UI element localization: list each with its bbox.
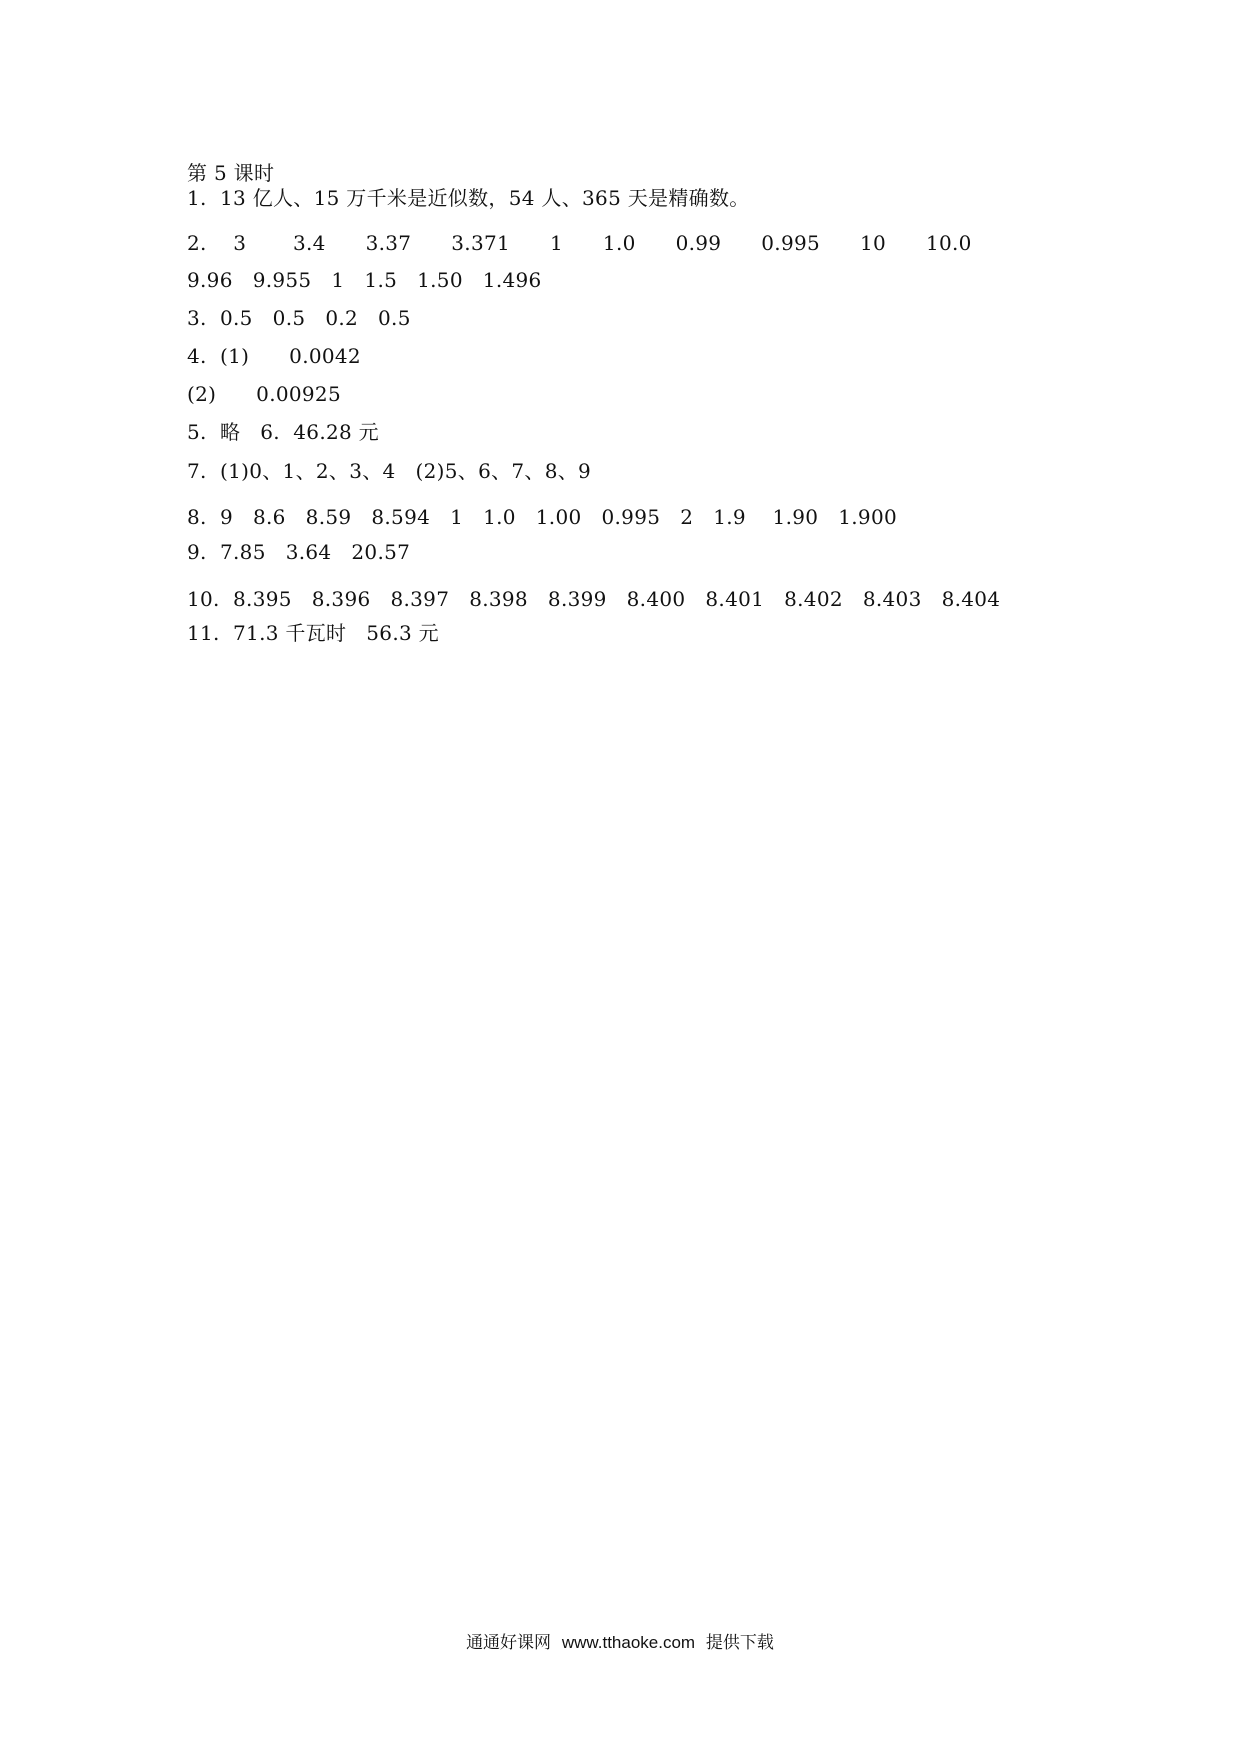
answer-line-3: 3. 0.5 0.5 0.2 0.5 (187, 306, 411, 330)
answer-line-10: 10. 8.395 8.396 8.397 8.398 8.399 8.400 8.401 8.402 8.403 8.404 (187, 587, 1001, 611)
lesson-title: 第 5 课时 (187, 161, 275, 185)
answer-line-7: 7. (1)0、1、2、3、4 (2)5、6、7、8、9 (187, 459, 592, 483)
answer-line-11: 11. 71.3 千瓦时 56.3 元 (187, 621, 439, 645)
footer-suffix: 提供下载 (705, 1633, 774, 1653)
answer-line-1: 1. 13 亿人、15 万千米是近似数，54 人、365 天是精确数。 (187, 186, 750, 210)
answer-line-4-part-1: 4. (1) 0.0042 (187, 344, 361, 368)
page-footer (0, 1628, 1240, 1653)
footer-url: www.tthaoke.com (561, 1633, 696, 1652)
answer-line-8: 8. 9 8.6 8.59 8.594 1 1.0 1.00 0.995 2 1.9 1.90 1.900 (187, 505, 898, 529)
answer-line-5-6: 5. 略 6. 46.28 元 (187, 420, 379, 444)
answer-line-4-part-2: (2) 0.00925 (187, 382, 341, 406)
answer-line-2-continued: 9.96 9.955 1 1.5 1.50 1.496 (187, 268, 542, 292)
answer-line-9: 9. 7.85 3.64 20.57 (187, 540, 411, 564)
answer-line-2: 2. 3 3.4 3.37 3.371 1 1.0 0.99 0.995 10 10.0 (187, 231, 972, 255)
footer-site-name: 通通好课网 (466, 1633, 552, 1653)
